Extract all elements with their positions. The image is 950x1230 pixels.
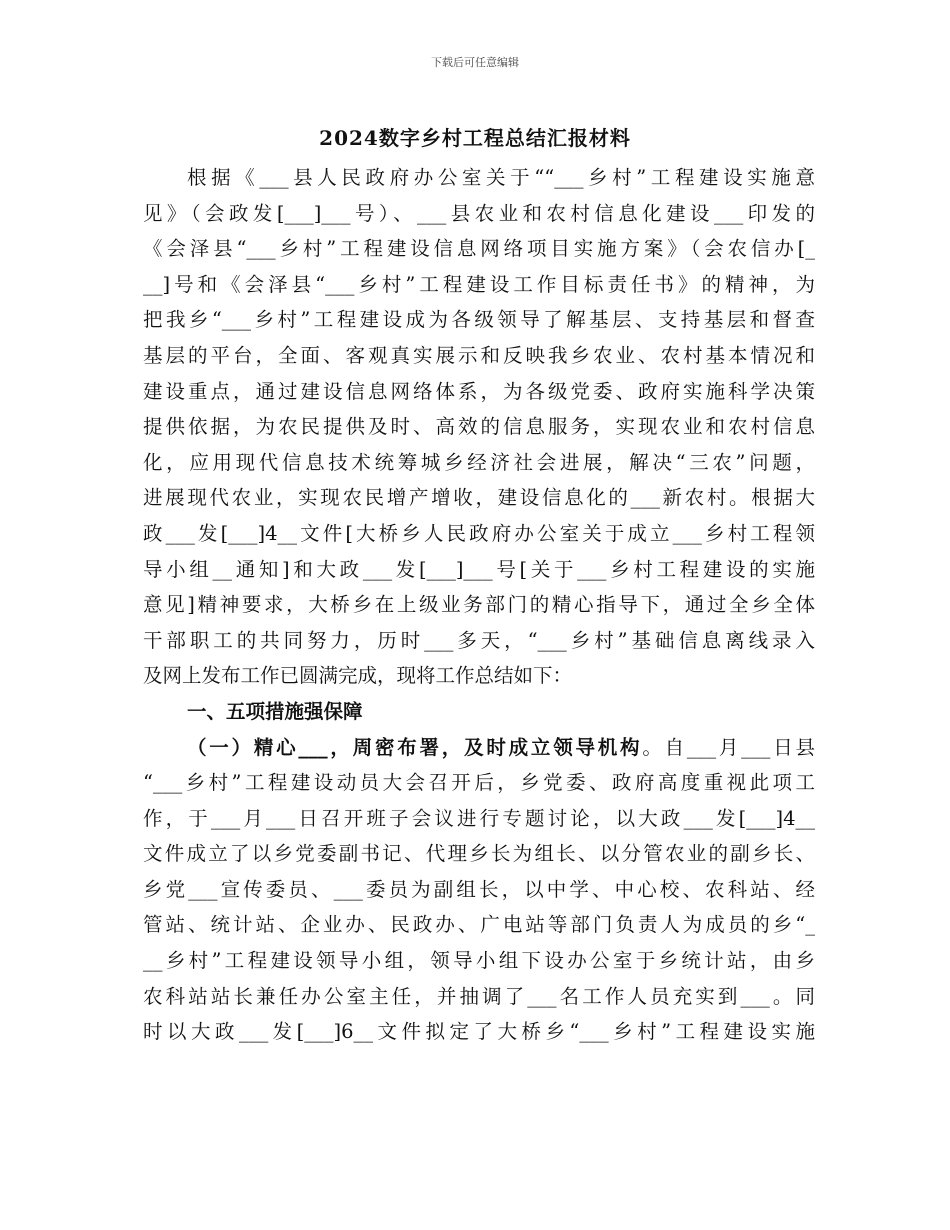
paragraph-line: “___乡村”工程建设动员大会召开后，乡党委、政府高度重视此项工 (143, 771, 815, 795)
paragraph-line: __乡村”工程建设领导小组，领导小组下设办公室于乡统计站，由乡 (143, 949, 815, 973)
paragraph-line: 进展现代农业，实现农民增产增收，建设信息化的___新农村。根据大 (143, 486, 815, 510)
paragraph-line: 导小组__通知]和大政___发[___]___号[关于___乡村工程建设的实施 (143, 557, 815, 581)
paragraph-line: 基层的平台，全面、客观真实展示和反映我乡农业、农村基本情况和 (143, 343, 815, 367)
document-title: 2024数字乡村工程总结汇报材料 (319, 126, 631, 150)
paragraph-line: 提供依据，为农民提供及时、高效的信息服务，实现农业和农村信息 (143, 415, 815, 439)
paragraph-line: 作，于___月___日召开班子会议进行专题讨论，以大政___发[___]4__ (143, 806, 815, 830)
paragraph-line: 化，应用现代信息技术统筹城乡经济社会进展，解决“三农”问题， (143, 450, 815, 474)
paragraph-line: 管站、统计站、企业办、民政办、广电站等部门负责人为成员的乡“_ (143, 913, 815, 937)
paragraph-line: __]号和《会泽县“___乡村”工程建设工作目标责任书》的精神，为 (143, 272, 815, 296)
paragraph-line: 《会泽县“___乡村”工程建设信息网络项目实施方案》（会农信办[_ (143, 237, 815, 261)
paragraph-line: 农科站站长兼任办公室主任，并抽调了___名工作人员充实到___。同 (143, 984, 815, 1008)
subsection-line (143, 730, 815, 766)
paragraph-line: 文件成立了以乡党委副书记、代理乡长为组长、以分管农业的副乡长、 (143, 842, 815, 866)
paragraph-line: 时以大政___发[___]6__文件拟定了大桥乡“___乡村”工程建设实施 (143, 1020, 815, 1044)
paragraph-line: 把我乡“___乡村”工程建设成为各级领导了解基层、支持基层和督查 (143, 308, 815, 332)
section-heading: 一、五项措施强保障 (187, 699, 363, 723)
paragraph-line: 及网上发布工作已圆满完成，现将工作总结如下： (143, 664, 573, 688)
paragraph-line: 见》（会政发[___]___号）、___县农业和农村信息化建设___印发的 (143, 201, 815, 225)
paragraph-line: 意见]精神要求，大桥乡在上级业务部门的精心指导下，通过全乡全体 (143, 593, 815, 617)
paragraph-line: 根据《___县人民政府办公室关于““___乡村”工程建设实施意 (187, 166, 815, 189)
paragraph-line: 乡党___宣传委员、___委员为副组长，以中学、中心校、农科站、经 (143, 877, 815, 901)
paragraph-line: 建设重点，通过建设信息网络体系，为各级党委、政府实施科学决策 (143, 379, 815, 403)
paragraph-line: 政___发[___]4__文件[大桥乡人民政府办公室关于成立___乡村工程领 (143, 521, 815, 545)
document-body (143, 160, 815, 1050)
subsection-heading: （一）精心___，周密布署，及时成立领导机构 (187, 735, 643, 759)
paragraph-line: 干部职工的共同努力，历时___多天，“___乡村”基础信息离线录入 (143, 628, 815, 652)
page-header-note: 下载后可任意编辑 (431, 56, 519, 69)
subsection-text: 。自___月___日县 (642, 735, 815, 759)
